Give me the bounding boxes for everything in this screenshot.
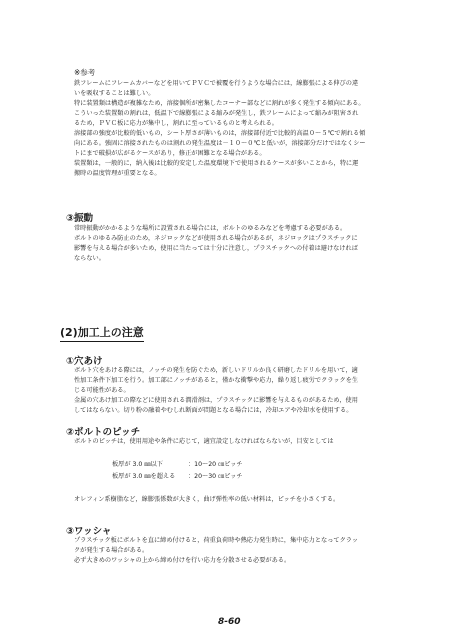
- bolt-pitch-note: [74, 495, 374, 505]
- vibration-paragraph: [74, 224, 374, 264]
- drilling-paragraph: [74, 366, 374, 416]
- pitch-condition: 板厚が 3.0 ㎜以下: [112, 461, 163, 468]
- vibration-line: ならない。: [74, 255, 105, 262]
- washer-line: クが発生する場合がある。: [74, 547, 149, 554]
- drilling-line: 性加工条件下加工を行う。加工部にノッチがあると，僅かな衝撃や応力，繰り返し疲労でクラックを生: [74, 377, 359, 384]
- vibration-line: 影響を与える場合が多いため，使用に当たっては十分に注意し，プラスチックへの付着は避けなければ: [74, 245, 358, 252]
- note-paragraph: [74, 79, 374, 179]
- bolt-pitch-intro: [74, 437, 374, 447]
- note-line: こういった装置類の割れは，低温下で線膨張による縮みが発生し，鉄フレームによって縮みが阻害され: [74, 110, 359, 117]
- washer-heading: ③ワッシャ: [66, 526, 112, 537]
- drilling-line: してはならない。切り粉の融着やむしれ断面が問題となる場合には，冷却エアや冷却水を使用する。: [74, 407, 353, 414]
- note-line: いを吸収することは難しい。: [74, 90, 155, 97]
- drilling-line: じる可能性がある。: [74, 387, 130, 394]
- page-number: 8-60: [218, 617, 241, 627]
- note-heading: ※参考: [74, 68, 96, 77]
- vibration-line: 常時振動がかかるような場所に設置される場合には，ボルトのゆるみなどを考慮する必要がある。: [74, 225, 347, 232]
- pitch-condition: 板厚が 3.0 ㎜を超える: [112, 473, 176, 480]
- note-line: 特に装置類は構造が複雑なため，溶接個所が密集したコーナー部などに割れが多く発生する傾向にある。: [74, 100, 365, 107]
- washer-line: プラスチック板にボルトを直に締め付けると，荷重負荷時や熱応力発生時に，集中応力となってクラッ: [74, 537, 359, 544]
- drilling-heading: ①穴あけ: [66, 356, 103, 367]
- section-heading-processing: (2)加工上の注意: [60, 324, 144, 342]
- bolt-pitch-heading: ②ボルトのピッチ: [66, 427, 141, 438]
- note-line: 溶接部の強度が比較的低いもの，シート厚さが薄いものは，溶接部付近で比較的高温０～５℃で割れる傾: [74, 130, 366, 137]
- pitch-value: ：10～20 ㎝ピッチ: [188, 461, 243, 468]
- vibration-heading: ③振動: [66, 213, 94, 224]
- note-line: 鉄フレームにフレームカバーなどを用いてＰＶＣで被覆を行うような場合には，線膨張による伸びの違: [74, 80, 359, 87]
- bolt-pitch-note-line: オレフィン系樹脂など，線膨張係数が大きく，曲げ弾性率の低い材料は，ピッチを小さくする。: [74, 496, 340, 503]
- bolt-pitch-intro-line: ボルトのピッチは，使用用途や条件に応じて，適宜設定しなければならないが，目安としては: [74, 438, 334, 445]
- vibration-line: ボルトのゆるみ防止のため，ネジロックなどが使用される場合があるが，ネジロックはプラスチックに: [74, 235, 358, 242]
- washer-paragraph: [74, 536, 374, 566]
- pitch-value: ：20～30 ㎝ピッチ: [188, 473, 243, 480]
- note-line: るため，ＰＶＣ板に応力が集中し，割れに至っているものと考えられる。: [74, 120, 278, 127]
- note-line: トにまで破損が広がるケースがあり，修正が困難となる場合がある。: [74, 150, 266, 157]
- washer-line: 必ず大きめのワッシャの上から締め付けを行い応力を分散させる必要がある。: [74, 557, 291, 564]
- note-line: 搬時の温度管理が重要となる。: [74, 170, 161, 177]
- note-line: 向にある。強固に溶接されたものは割れの発生温度は－１０～０℃と低いが，溶接部分だけではなくシー: [74, 140, 366, 147]
- note-line: 装置類は，一般的に，納入後は比較的安定した温度環境下で使用されるケースが多いことから，特に運: [74, 160, 359, 167]
- drilling-line: 金属の穴あけ加工の際などに使用される潤滑剤は，プラスチックに影響を与えるものがあるため，使用: [74, 397, 358, 404]
- drilling-line: ボルト穴をあける際には，ノッチの発生を防ぐため，新しいドリルか良く研磨したドリルを用いて，適: [74, 367, 358, 374]
